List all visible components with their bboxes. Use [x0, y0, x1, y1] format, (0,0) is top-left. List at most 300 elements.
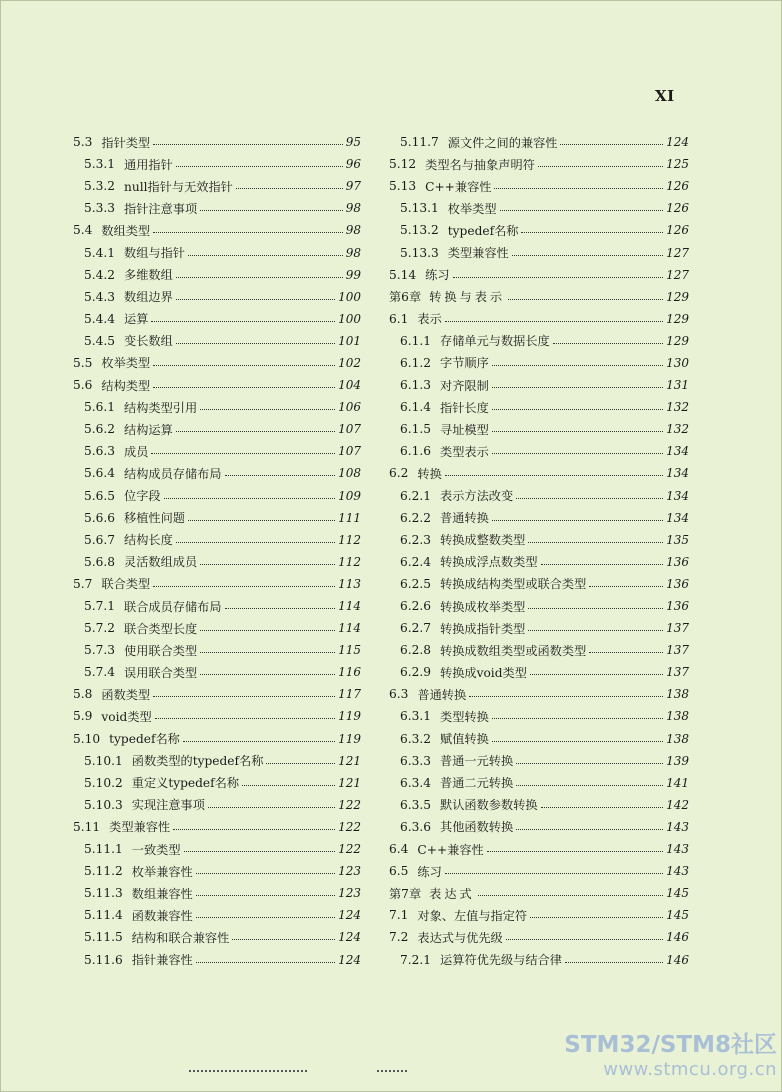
toc-entry — [389, 904, 689, 926]
toc-entry — [73, 728, 361, 750]
toc-entry-page: 138 — [666, 687, 689, 702]
toc-entry — [389, 595, 689, 617]
toc-entry-number: 7.2 — [389, 930, 409, 945]
toc-entry-page: 102 — [338, 355, 361, 370]
toc-entry-page: 138 — [666, 709, 689, 724]
dot-leader — [560, 143, 663, 145]
toc-chapter-entry — [389, 286, 689, 308]
toc-entry-title: 结构运算 — [124, 422, 173, 437]
toc-entry — [389, 175, 689, 197]
toc-entry-page: 134 — [666, 510, 689, 525]
toc-entry-title: 运算符优先级与结合律 — [440, 953, 562, 968]
toc-entry-number: 5.3 — [73, 135, 93, 150]
toc-entry — [73, 330, 361, 352]
toc-entry-title: typedef名称 — [109, 732, 180, 747]
toc-entry-page: 116 — [338, 665, 361, 680]
dot-leader — [176, 541, 335, 543]
toc-entry — [389, 131, 689, 153]
dot-leader — [445, 320, 663, 322]
dot-leader — [492, 408, 663, 410]
dot-leader — [200, 563, 335, 565]
toc-entry-page: 136 — [666, 599, 689, 614]
toc-entry-title: 练习 — [425, 268, 450, 283]
dot-leader — [478, 894, 663, 896]
toc-entry — [389, 352, 689, 374]
toc-entry-page: 119 — [338, 709, 361, 724]
toc-entry-title: 赋值转换 — [440, 732, 489, 747]
toc-entry — [389, 838, 689, 860]
dot-leader — [153, 364, 335, 366]
dot-leader — [516, 497, 663, 499]
dot-leader — [530, 673, 663, 675]
toc-entry-page: 111 — [338, 510, 361, 525]
toc-entry — [73, 462, 361, 484]
toc-entry-page: 139 — [666, 753, 689, 768]
dot-leader — [589, 585, 663, 587]
toc-entry-page: 137 — [666, 643, 689, 658]
dot-leader — [492, 717, 663, 719]
toc-entry-title: 转换成指针类型 — [440, 621, 526, 636]
toc-entry-number: 6.1.5 — [400, 422, 432, 437]
toc-entry-title: 普通二元转换 — [440, 776, 514, 791]
toc-entry-page: 134 — [666, 466, 689, 481]
toc-entry-title: 普通转换 — [440, 511, 489, 526]
watermark-title: STM32/STM8社区 — [564, 1032, 777, 1058]
toc-entry-title: 通用指针 — [124, 157, 173, 172]
toc-entry-number: 5.7.2 — [84, 621, 116, 636]
toc-entry-page: 130 — [666, 355, 689, 370]
toc-entry-number: 5.3.2 — [84, 179, 116, 194]
dot-leader — [232, 938, 335, 940]
toc-entry-number: 5.6 — [73, 378, 93, 393]
toc-entry-page: 112 — [338, 532, 361, 547]
dot-leader — [492, 452, 663, 454]
toc-entry-title: 转换成数组类型或函数类型 — [440, 643, 587, 658]
toc-entry-title: 默认函数参数转换 — [440, 798, 538, 813]
dot-leader — [445, 872, 663, 874]
toc-entry — [73, 661, 361, 683]
toc-entry-number: 6.2.5 — [400, 576, 432, 591]
dot-leader — [266, 762, 335, 764]
dot-leader — [176, 276, 343, 278]
toc-entry-page: 134 — [666, 444, 689, 459]
toc-chapter-entry — [389, 882, 689, 904]
toc-entry-page: 106 — [338, 400, 361, 415]
toc-entry-title: 函数类型的typedef名称 — [131, 754, 264, 769]
toc-entry — [73, 683, 361, 705]
toc-entry-number: 5.13 — [389, 179, 417, 194]
dot-leader — [469, 695, 663, 697]
dot-leader — [200, 629, 335, 631]
toc-entry — [389, 418, 689, 440]
toc-entry — [389, 551, 689, 573]
toc-entry-title: 数组边界 — [124, 290, 173, 305]
toc-entry-title: 表达式与优先级 — [417, 930, 503, 945]
toc-entry — [389, 374, 689, 396]
toc-entry-number: 7.2.1 — [400, 952, 432, 967]
toc-entry — [73, 772, 361, 794]
toc-entry-page: 146 — [666, 930, 689, 945]
dot-leader — [541, 563, 664, 565]
toc-entry-page: 143 — [666, 864, 689, 879]
toc-entry — [73, 440, 361, 462]
toc-entry-number: 5.6.7 — [84, 532, 116, 547]
toc-entry-page: 95 — [345, 135, 361, 150]
dot-leader — [200, 673, 335, 675]
toc-entry-page: 97 — [345, 179, 361, 194]
toc-entry-title: 数组类型 — [101, 223, 151, 238]
dot-leader — [494, 187, 663, 189]
dot-leader — [151, 320, 335, 322]
toc-entry-number: 6.2.9 — [400, 665, 432, 680]
toc-entry-page: 98 — [345, 201, 361, 216]
toc-entry-page: 122 — [338, 797, 361, 812]
toc-entry-page: 126 — [666, 179, 689, 194]
toc-entry-number: 5.5 — [73, 355, 93, 370]
toc-entry-page: 129 — [666, 333, 689, 348]
toc-entry — [389, 661, 689, 683]
toc-entry — [73, 551, 361, 573]
toc-entry — [73, 948, 361, 970]
toc-entry-page: 122 — [338, 819, 361, 834]
toc-entry — [389, 683, 689, 705]
dot-leader — [153, 231, 343, 233]
toc-entry-title: 实现注意事项 — [131, 798, 205, 813]
dot-leader — [200, 651, 335, 653]
toc-entry-title: 对齐限制 — [440, 378, 489, 393]
dot-leader — [492, 740, 663, 742]
toc-entry-title: 类型转换 — [440, 709, 489, 724]
toc-entry — [389, 264, 689, 286]
dot-leader — [176, 298, 335, 300]
toc-entry-number: 6.2.1 — [400, 488, 432, 503]
toc-entry — [73, 286, 361, 308]
dot-leader — [176, 342, 335, 344]
scan-artifact-dots — [189, 1069, 307, 1072]
toc-entry-page: 135 — [666, 532, 689, 547]
dot-leader — [225, 607, 336, 609]
toc-entry — [389, 860, 689, 882]
toc-entry — [389, 197, 689, 219]
toc-entry — [73, 485, 361, 507]
toc-entry-title: 误用联合类型 — [124, 665, 198, 680]
toc-entry — [73, 396, 361, 418]
dot-leader — [184, 850, 336, 852]
toc-entry-page: 104 — [338, 378, 361, 393]
toc-entry-number: 5.11 — [73, 819, 101, 834]
toc-entry-title: 转换成浮点数类型 — [440, 555, 538, 570]
toc-entry-page: 115 — [338, 643, 361, 658]
toc-entry-title: 指针类型 — [101, 135, 151, 150]
dot-leader — [492, 519, 663, 521]
toc-entry-page: 124 — [338, 952, 361, 967]
toc-entry-title: 存储单元与数据长度 — [440, 334, 550, 349]
toc-entry-number: 5.11.4 — [84, 908, 123, 923]
toc-entry-number: 5.4.5 — [84, 333, 116, 348]
toc-entry — [389, 507, 689, 529]
toc-entry-page: 122 — [338, 842, 361, 857]
toc-entry-page: 136 — [666, 576, 689, 591]
toc-entry — [73, 507, 361, 529]
toc-entry-number: 6.2 — [389, 466, 409, 481]
dot-leader — [153, 386, 335, 388]
toc-entry — [389, 705, 689, 727]
toc-entry-number: 6.2.2 — [400, 510, 432, 525]
toc-entry-page: 126 — [666, 223, 689, 238]
toc-entry-page: 100 — [338, 311, 361, 326]
dot-leader — [528, 541, 663, 543]
toc-entry-title: 成员 — [124, 444, 149, 459]
toc-entry-page: 125 — [666, 157, 689, 172]
toc-entry-page: 99 — [345, 267, 361, 282]
toc-entry-title: 类型表示 — [440, 444, 489, 459]
toc-entry-title: 运算 — [124, 312, 149, 327]
toc-entry-page: 117 — [338, 687, 361, 702]
toc-entry-title: C++兼容性 — [425, 179, 492, 194]
dot-leader — [445, 474, 663, 476]
toc-entry-title: 多维数组 — [124, 268, 173, 283]
toc-entry-title: 字节顺序 — [440, 356, 489, 371]
toc-entry-number: 5.4.3 — [84, 289, 116, 304]
toc-entry — [73, 153, 361, 175]
toc-entry-number: 6.4 — [389, 842, 409, 857]
toc-entry-title: 对象、左值与指定符 — [417, 908, 528, 923]
scan-artifact-dots — [377, 1069, 407, 1072]
toc-entry-number: 5.10.1 — [84, 753, 123, 768]
toc-entry-number: 5.4.2 — [84, 267, 116, 282]
toc-entry-number: 6.3.2 — [400, 731, 432, 746]
toc-entry — [73, 131, 361, 153]
toc-entry-number: 6.5 — [389, 864, 409, 879]
toc-entry-title: 表示 — [417, 312, 442, 327]
toc-entry-number: 5.6.1 — [84, 400, 116, 415]
toc-entry-page: 96 — [345, 157, 361, 172]
toc-entry-page: 123 — [338, 886, 361, 901]
toc-entry-number: 6.2.4 — [400, 554, 432, 569]
toc-entry-page: 129 — [666, 289, 689, 304]
toc-entry-title: 类型兼容性 — [447, 246, 509, 261]
toc-entry-number: 6.2.6 — [400, 599, 432, 614]
toc-entry-page: 108 — [338, 466, 361, 481]
dot-leader — [528, 629, 663, 631]
toc-entry-number: 6.1.1 — [400, 333, 432, 348]
toc-entry — [73, 860, 361, 882]
dot-leader — [242, 784, 335, 786]
toc-entry-number: 6.3.6 — [400, 819, 432, 834]
toc-entry-page: 131 — [666, 378, 689, 393]
toc-entry — [73, 617, 361, 639]
dot-leader — [492, 364, 663, 366]
dot-leader — [528, 607, 663, 609]
toc-entry — [389, 794, 689, 816]
toc-entry-number: 5.11.1 — [84, 842, 123, 857]
toc-entry-page: 137 — [666, 665, 689, 680]
toc-entry-number: 5.10.2 — [84, 775, 123, 790]
dot-leader — [188, 254, 343, 256]
toc-entry-page: 114 — [338, 599, 361, 614]
toc-entry-page: 124 — [666, 135, 689, 150]
toc-entry-title: 指针长度 — [440, 400, 489, 415]
dot-leader — [188, 519, 335, 521]
toc-entry-title: 结构和联合兼容性 — [131, 930, 230, 945]
toc-entry — [73, 219, 361, 241]
toc-entry-page: 141 — [666, 775, 689, 790]
toc-entry-number: 5.7.1 — [84, 599, 116, 614]
toc-entry-page: 145 — [666, 886, 689, 901]
toc-entry-title: 结构类型引用 — [124, 400, 198, 415]
toc-entry-number: 6.2.8 — [400, 643, 432, 658]
toc-entry — [389, 750, 689, 772]
toc-entry-page: 132 — [666, 422, 689, 437]
toc-entry-number: 5.3.3 — [84, 201, 116, 216]
toc-entry-title: void类型 — [101, 709, 152, 724]
toc-entry — [389, 153, 689, 175]
toc-entry-number: 5.7.3 — [84, 643, 116, 658]
toc-entry-title: 转换成整数类型 — [440, 533, 526, 548]
toc-entry — [73, 241, 361, 263]
toc-entry-title: 结构长度 — [124, 533, 173, 548]
toc-entry-title: 练习 — [417, 864, 442, 879]
dot-leader — [155, 717, 335, 719]
dot-leader — [196, 961, 335, 963]
toc-entry-number: 5.13.3 — [400, 245, 439, 260]
toc-entry-page: 113 — [338, 576, 361, 591]
dot-leader — [516, 828, 663, 830]
toc-entry — [73, 529, 361, 551]
dot-leader — [200, 408, 335, 410]
toc-entry-number: 5.11.5 — [84, 930, 123, 945]
toc-entry — [389, 926, 689, 948]
toc-entry-title: 枚举兼容性 — [131, 864, 193, 879]
toc-entry — [73, 816, 361, 838]
dot-leader — [164, 497, 336, 499]
toc-entry-page: 134 — [666, 488, 689, 503]
toc-entry-title: 指针注意事项 — [124, 201, 198, 216]
toc-entry-number: 5.8 — [73, 687, 93, 702]
toc-entry-number: 5.14 — [389, 267, 417, 282]
toc-entry — [389, 330, 689, 352]
toc-entry — [389, 440, 689, 462]
toc-entry-number: 6.1.3 — [400, 378, 432, 393]
toc-entry — [389, 219, 689, 241]
toc-entry-number: 5.4 — [73, 223, 93, 238]
dot-leader — [453, 276, 664, 278]
toc-entry-number: 5.6.8 — [84, 554, 116, 569]
toc-entry — [389, 462, 689, 484]
toc-entry-title: 类型兼容性 — [109, 820, 171, 835]
toc-entry-number: 5.7 — [73, 576, 93, 591]
toc-entry-number: 6.3 — [389, 687, 409, 702]
toc-entry — [389, 816, 689, 838]
toc-entry-number: 5.3.1 — [84, 157, 116, 172]
toc-entry-number: 6.3.5 — [400, 797, 432, 812]
toc-entry-number: 5.6.4 — [84, 466, 116, 481]
toc-entry-number: 5.6.3 — [84, 444, 116, 459]
toc-entry-title: 表达式 — [429, 886, 475, 901]
toc-entry-title: null指针与无效指针 — [124, 179, 233, 194]
toc-entry-number: 5.4.4 — [84, 311, 116, 326]
dot-leader — [589, 651, 663, 653]
dot-leader — [516, 784, 663, 786]
toc-entry-number: 5.10.3 — [84, 797, 123, 812]
toc-entry-number: 5.10 — [73, 731, 101, 746]
toc-entry-number: 6.1.6 — [400, 444, 432, 459]
watermark-url: www.stmcu.org.cn — [603, 1059, 777, 1080]
toc-entry — [73, 197, 361, 219]
toc-entry-page: 124 — [338, 908, 361, 923]
toc-entry-page: 124 — [338, 930, 361, 945]
toc-entry — [73, 926, 361, 948]
toc-entry-title: 转换 — [417, 466, 442, 481]
toc-entry-number: 5.4.1 — [84, 245, 116, 260]
toc-entry-number: 6.3.4 — [400, 775, 432, 790]
toc-entry-page: 101 — [338, 333, 361, 348]
toc-entry-page: 132 — [666, 400, 689, 415]
toc-entry-number: 6.1 — [389, 311, 409, 326]
toc-entry-page: 127 — [666, 245, 689, 260]
dot-leader — [225, 474, 336, 476]
dot-leader — [176, 165, 343, 167]
toc-entry-title: 使用联合类型 — [124, 643, 198, 658]
toc-entry — [73, 750, 361, 772]
toc-entry — [389, 948, 689, 970]
toc-entry-page: 129 — [666, 311, 689, 326]
toc-entry-page: 107 — [338, 444, 361, 459]
toc-entry-page: 137 — [666, 621, 689, 636]
toc-entry-number: 6.2.3 — [400, 532, 432, 547]
dot-leader — [151, 452, 335, 454]
dot-leader — [196, 872, 335, 874]
toc-entry-page: 119 — [338, 731, 361, 746]
dot-leader — [208, 806, 335, 808]
toc-entry-title: 联合类型 — [101, 577, 151, 592]
toc-entry-number: 5.12 — [389, 157, 417, 172]
dot-leader — [236, 187, 343, 189]
toc-entry-title: 函数类型 — [101, 687, 151, 702]
toc-entry-title: 数组兼容性 — [131, 886, 193, 901]
toc-entry-title: 枚举类型 — [101, 356, 151, 371]
toc-entry-title: 位字段 — [124, 489, 161, 504]
toc-entry-title: 转换成结构类型或联合类型 — [440, 577, 587, 592]
toc-entry — [73, 374, 361, 396]
toc-entry-page: 98 — [345, 223, 361, 238]
toc-entry-title: 枚举类型 — [447, 201, 497, 216]
toc-entry-number: 第6章 — [389, 290, 422, 305]
toc-entry-number: 6.3.3 — [400, 753, 432, 768]
toc-entry — [73, 595, 361, 617]
dot-leader — [530, 916, 663, 918]
toc-entry-page: 146 — [666, 952, 689, 967]
toc-entry-title: C++兼容性 — [417, 842, 484, 857]
toc-entry-title: 转换成枚举类型 — [440, 599, 526, 614]
dot-leader — [492, 386, 663, 388]
toc-entry-title: 灵活数组成员 — [124, 555, 198, 570]
toc-entry-number: 5.9 — [73, 709, 93, 724]
toc-entry-page: 114 — [338, 621, 361, 636]
toc-entry — [73, 418, 361, 440]
toc-entry-number: 7.1 — [389, 908, 409, 923]
toc-entry-title: 普通一元转换 — [440, 754, 514, 769]
toc-left-column — [73, 131, 361, 971]
toc-entry-page: 143 — [666, 819, 689, 834]
toc-entry — [73, 175, 361, 197]
toc-entry-number: 第7章 — [389, 886, 422, 901]
toc-entry — [389, 573, 689, 595]
dot-leader — [516, 762, 663, 764]
dot-leader — [492, 430, 663, 432]
toc-entry-number: 5.11.2 — [84, 864, 123, 879]
dot-leader — [153, 695, 335, 697]
